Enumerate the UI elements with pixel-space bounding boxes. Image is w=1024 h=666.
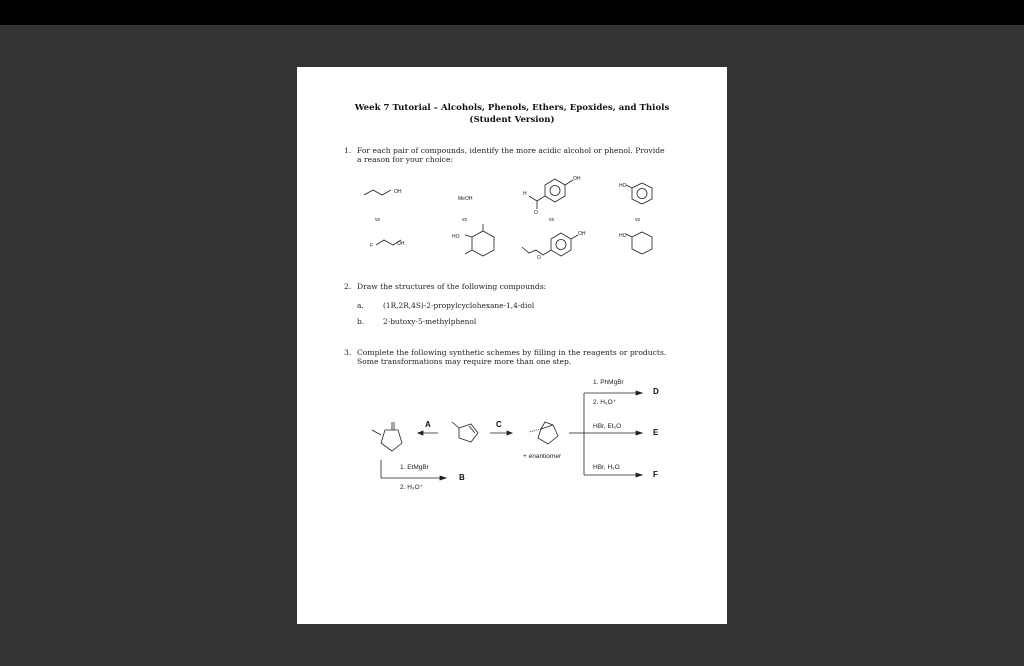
label-o: O [534, 210, 538, 216]
label-ho: HO [452, 234, 460, 240]
vs-label: vs [375, 217, 380, 223]
viewer-top-bar [0, 0, 1024, 25]
q3-scheme [297, 67, 727, 624]
product-letter-d: D [653, 387, 659, 396]
label-meoh: MeOH [458, 196, 473, 202]
document-title: Week 7 Tutorial – Alcohols, Phenols, Ethers, Epoxides, and Thiols [354, 103, 670, 113]
question-number: 3. [344, 348, 352, 357]
reagent-letter-c: C [496, 420, 502, 429]
compound-name: 2-butoxy-5-methylphenol [383, 317, 477, 326]
label-h: H [523, 191, 527, 197]
reagent-label: 1. PhMgBr [593, 379, 624, 386]
epoxide-structure [529, 422, 558, 444]
reagent-label: 2. H₃O⁺ [593, 399, 617, 406]
list-marker: b. [357, 317, 365, 326]
label-ho: HO [619, 233, 627, 239]
vs-label: vs [635, 217, 640, 223]
methylcyclopentanone-structure [372, 419, 402, 451]
reagent-label: 2. H₃O⁺ [400, 484, 424, 491]
product-letter-f: F [653, 470, 658, 479]
reagent-label: 1. EtMgBr [400, 464, 429, 471]
label-ho: HO [619, 183, 627, 189]
question-text: Draw the structures of the following compounds: [357, 282, 547, 291]
vs-label: vs [462, 217, 467, 223]
question-number: 2. [344, 282, 352, 291]
label-oh: OH [394, 189, 402, 195]
question-text: Some transformations may require more than one step. [357, 357, 572, 366]
label-o: O [537, 255, 541, 261]
product-letter-e: E [653, 428, 659, 437]
methylcyclopentene-structure [452, 422, 478, 442]
label-oh: OH [578, 231, 586, 237]
question-text: a reason for your choice: [357, 155, 454, 164]
document-subtitle: (Student Version) [469, 115, 555, 125]
question-text: For each pair of compounds, identify the more acidic alcohol or phenol. Provide [357, 146, 665, 155]
question-text: Complete the following synthetic schemes by filling in the reagents or products. [357, 348, 667, 357]
question-number: 1. [344, 146, 352, 155]
vs-label: vs [549, 217, 554, 223]
document-page [297, 67, 727, 624]
reagent-label: HBr, Et₂O [593, 423, 622, 430]
label-f: F [370, 243, 374, 249]
compound-name: (1R,2R,4S)-2-propylcyclohexane-1,4-diol [383, 301, 535, 310]
label-oh: OH [573, 176, 581, 182]
product-letter-b: B [459, 473, 465, 482]
reagent-label: HBr, H₂O [593, 464, 620, 471]
list-marker: a. [357, 301, 364, 310]
label-oh: OH [397, 241, 405, 247]
product-letter-a: A [425, 420, 431, 429]
enantiomer-note: + enantiomer [523, 453, 562, 460]
